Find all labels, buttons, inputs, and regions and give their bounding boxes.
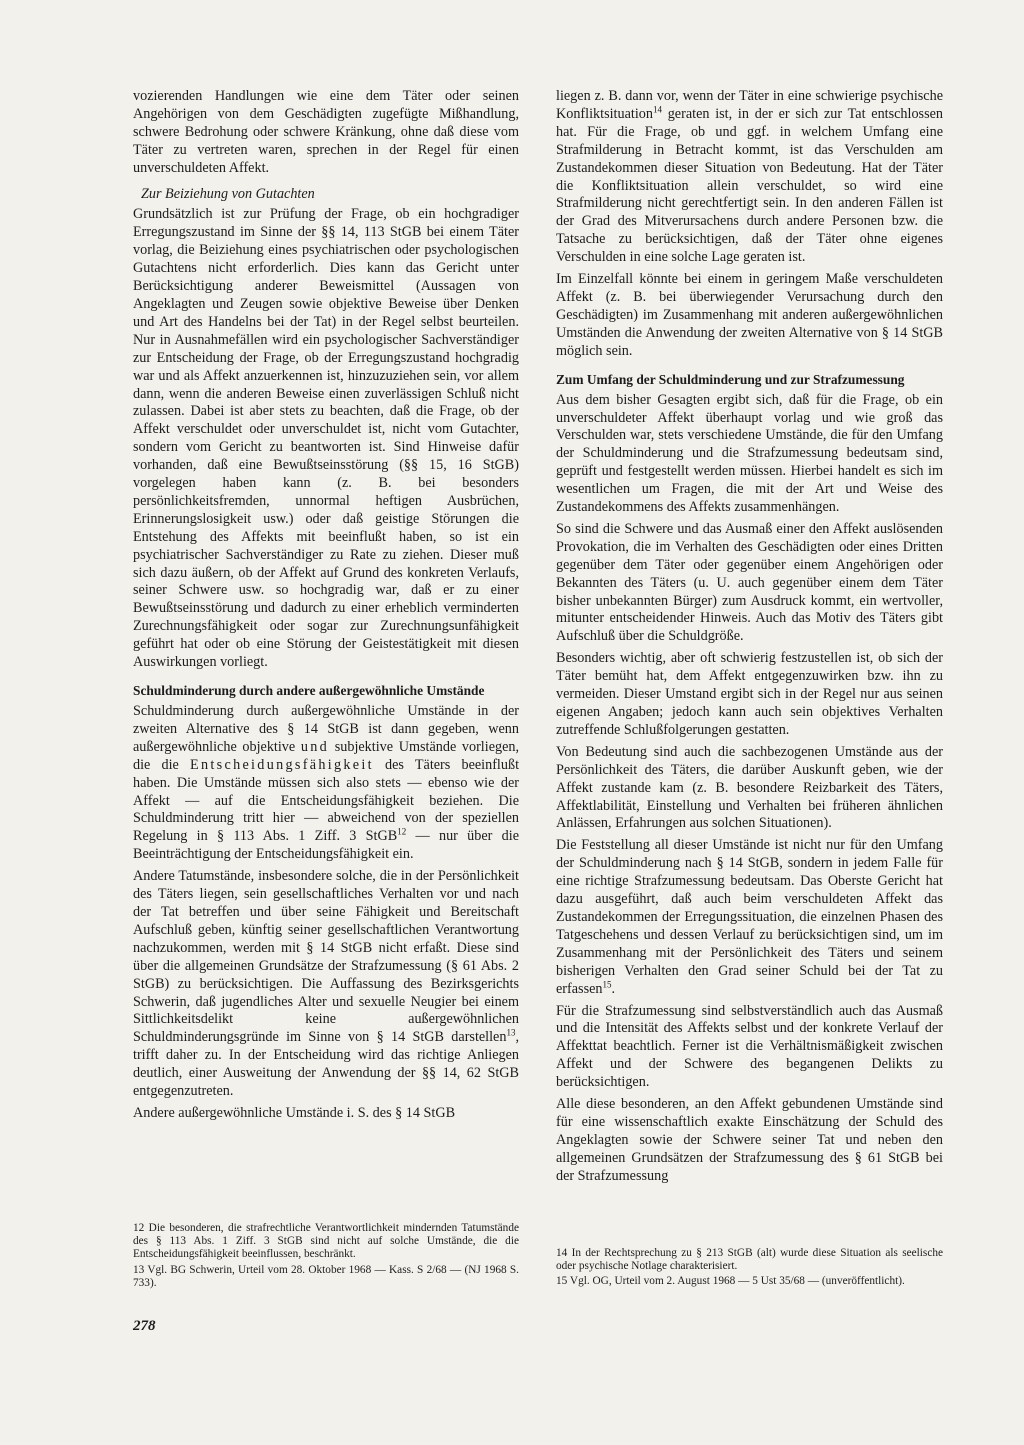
text-run-spaced: und [300,738,330,755]
footnote: 13 Vgl. BG Schwerin, Urteil vom 28. Oktober 1968 — Kass. S 2/68 — (NJ 1968 S. 733). [133,1263,519,1289]
text-run: , trifft daher zu. In der Entscheidung wird das richtige Anliegen deutlich, einer Ausweitung der Anwendung der §§ 14, 62 StGB entgegenzutreten. [133,1029,519,1100]
right-column [556,88,943,1190]
paragraph: vozierenden Handlungen wie eine dem Täter oder seinen Angehörigen von dem Geschädigten zugefügte Mißhandlung, schwere Bedrohung oder schwere Kränkung, ohne daß diese vom Täter zu vertreten waren, sprechen in der Regel für einen unverschuldeten Affekt. [133,88,519,176]
paragraph: So sind die Schwere und das Ausmaß einer den Affekt auslösenden Provokation, die im Verhalten des Geschädigten oder eines Dritten gegenüber dem Täter oder gegenüber einem Angehörigen oder Bekannten des Täters (u. U. auch gegenüber einem dem Täter bisher unbekannten Bürger) zum Ausdruck kommt, ein wertvoller, mitunter entscheidender Hinweis. Auch das Motiv des Täters gibt Aufschluß über die Schuldgröße. [556,520,943,645]
text-run: subjektive Umstände vorliegen, die die [133,738,520,773]
paragraph [556,837,943,998]
footnote: 14 In der Rechtsprechung zu § 213 StGB (alt) wurde diese Situation als seelische oder psychische Notlage charakterisiert. [556,1247,943,1273]
left-column [133,88,519,1127]
footnote-ref: 15 [602,978,612,989]
text-run: Andere Tatumstände, insbesondere solche, die in der Persönlichkeit des Täters liegen, sein gesellschaftliches Verhalten vor und nach der Tat betreffen und über seine Fähigkeit und Bereitschaft Aufschluß geben, künftig seiner gesellschaftlichen Verantwortung nachzukommen, werden mit § 14 StGB nicht erfaßt. Diese sind über die allgemeinen Grundsätze der Strafzumessung (§ 61 Abs. 2 StGB) zu berücksichtigen. Die Auffassung des Bezirksgerichts Schwerin, daß jugendliches Alter und sexuelle Neugier bei einem Sittlichkeitsdelikt keine außergewöhnlichen Schuldminderungsgründe im Sinne von § 14 StGB darstellen [133,868,519,1046]
paragraph [133,868,519,1101]
text-run: geraten ist, in der er sich zur Tat entschlossen hat. Für die Frage, ob und ggf. in welchem Umfang eine Strafmilderung in Betracht kommt, ist das Verschulden am Zustandekommen dieser Situation von Bedeutung. Hat der Täter die Konfliktsituation allein verschuldet, so wird eine Strafmilderung nicht gerechtfertigt sein. In den anderen Fällen ist der Grad des Mitverursachens durch andere Personen bzw. die Tatsache zu berücksichtigen, daß der Täter ohne eigenes Verschulden in eine solche Lage geraten ist. [556,105,943,266]
text-run: Die Feststellung all dieser Umstände ist nicht nur für den Umfang der Schuldminderung nach § 14 StGB, sondern in jedem Falle für eine richtige Strafzumessung bedeutsam. Das Oberste Gericht hat dazu ausgeführt, daß auch beim verschuldeten Affekt das Zustandekommen der Erregungssituation, die einzelnen Phasen des Tatgeschehens und dessen Verlauf zu berücksichtigen sind, um im Zusammenhang mit der Persönlichkeit des Täters und seinem bisherigen Verhalten den Grad seiner Schuld bei der Tat zu erfassen [556,837,943,997]
footnote: 15 Vgl. OG, Urteil vom 2. August 1968 — 5 Ust 35/68 — (unveröffentlicht). [556,1275,905,1288]
paragraph [556,88,943,267]
section-heading: Zum Umfang der Schuldminderung und zur Strafzumessung [556,371,905,387]
paragraph: Im Einzelfall könnte bei einem in geringem Maße verschuldeten Affekt (z. B. bei überwiegender Verursachung durch den Geschädigten) im Zusammenhang mit anderen außergewöhnlichen Umständen die Anwendung der zweiten Alternative von § 14 StGB möglich sein. [556,271,943,359]
text-run-spaced: Entscheidungsfähigkeit [190,756,374,773]
text-run: Schuldminderung durch außergewöhnliche Umstände in der zweiten Alternative des § 14 StGB ist dann gegeben, wenn außergewöhnliche objektive [133,703,519,755]
paragraph: Von Bedeutung sind auch die sachbezogenen Umstände aus der Persönlichkeit des Täters, die darüber Auskunft geben, wie der Affekt zustande kam (z. B. besondere Reizbarkeit des Täters, Affektlabilität, Einstellung und Verhalten bei früheren ähnlichen Anlässen, Erfahrungen aus solchen Situationen). [556,743,943,832]
text-run: . [611,980,616,997]
text-run: liegen z. B. dann vor, wenn der Täter in eine schwierige psychische Konfliktsituation [556,88,943,122]
paragraph: Alle diese besonderen, an den Affekt gebundenen Umstände sind für eine wissenschaftlich exakte Einschätzung der Schuld des Angeklagten sowie der Schwere seiner Tat und neben den allgemeinen Grundsätzen der Strafzumessung des § 61 StGB bei der Strafzumessung [556,1096,943,1184]
paragraph [133,703,519,864]
section-heading: Schuldminderung durch andere außergewöhnliche Umstände [133,683,485,698]
footnote-ref: 13 [506,1027,516,1038]
text-run: — nur über die Beeinträchtigung der Entscheidungsfähigkeit ein. [133,828,519,863]
footnote: 12 Die besonderen, die strafrechtliche Verantwortlichkeit mindernden Tatumstände des § 113 Abs. 1 Ziff. 3 StGB sind nicht auf solche Umstände, die die Entscheidungsfähigkeit beeinflussen, beschränkt. [133,1222,519,1261]
paragraph: Grundsätzlich ist zur Prüfung der Frage, ob ein hochgradiger Erregungszustand im Sinne der §§ 14, 113 StGB bei einem Täter vorlag, die Beiziehung eines psychiatrischen oder psychologischen Gutachtens nicht erforderlich. Dies kann das Gericht unter Berücksichtigung anderer Beweismittel (Aussagen von Angeklagten und Zeugen sowie objektive Beweise über Denken und Art des Handelns bei der Tat) in der Regel selbst beurteilen. Nur in Ausnahmefällen wird ein psychologischer Sachverständiger zur Entscheidung der Frage, ob der Erregungszustand hochgradig war und als Affekt anzuerkennen ist, hinzuzuziehen sein, vor allem dann, wenn die anderen Beweise einen zuverlässigen Schluß nicht zulassen. Dabei ist aber stets zu beachten, daß die Frage, ob der Affekt verschuldet oder unverschuldet ist, nicht vom Gutachter, sondern vom Gericht zu beantworten ist. Sind Hinweise dafür vorhanden, daß eine Bewußtseinsstörung (§§ 15, 16 StGB) vorgelegen haben kann (z. B. bei besonders persönlichkeitsfremden, unnormal heftigen Ausbrüchen, Erinnerungslosigkeit usw.) oder daß geistige Störungen die Entstehung des Affekts mit beeinflußt haben, so ist ein psychiatrischer Sachverständiger zu Rate zu ziehen. Dieser muß sich dazu äußern, ob der Affekt auf Grund des konkreten Verlaufs, seiner Schwere usw. so hochgradig war, daß er zu einer Bewußtseinsstörung und dadurch zu einer erheblich verminderten Zurechnungsfähigkeit oder sogar zur Zurechnungsunfähigkeit geführt hat oder ob eine Störung der Geistestätigkeit mit diesen Auswirkungen vorliegt. [133,206,519,671]
paragraph: Andere außergewöhnliche Umstände i. S. des § 14 StGB [133,1104,456,1121]
footnote-ref: 12 [397,826,407,837]
page-number: 278 [133,1318,156,1334]
left-footnotes [133,1222,519,1292]
footnote-ref: 14 [652,104,662,115]
paragraph: Für die Strafzumessung sind selbstverständlich auch das Ausmaß und die Intensität des Affekts selbst und der konkrete Verlauf der Affekttat beachtlich. Ferner ist die Verhältnismäßigkeit zwischen Affekt und der Schwere des begangenen Delikts zu berücksichtigen. [556,1002,943,1091]
text-run: des Täters beeinflußt haben. Die Umstände müssen sich also stets — ebenso wie der Affekt — auf die Entscheidungsfähigkeit beziehen. Die Schuldminderung tritt hier — abweichend von der speziellen Regelung in § 113 Abs. 1 Ziff. 3 StGB [133,756,520,845]
section-heading: Zur Beiziehung von Gutachten [141,185,315,202]
paragraph: Aus dem bisher Gesagten ergibt sich, daß für die Frage, ob ein unverschuldeter Affekt überhaupt vorlag und wie groß das Verschulden war, stets verschiedene Umstände, die für den Umfang der Schuldminderung und die Strafzumessung bedeutsam sind, geprüft und festgestellt werden müssen. Hierbei handelt es sich im wesentlichen um Fragen, die mit der Art und Weise des Zustandekommens des Affekts zusammenhängen. [556,391,943,516]
paragraph: Besonders wichtig, aber oft schwierig festzustellen ist, ob sich der Täter bemüht hat, dem Affekt entgegenzuwirken bzw. ihn zu vermeiden. Dieser Umstand ergibt sich in der Regel nur aus seinen eigenen Angaben; jedoch kann auch sein objektives Verhalten zutreffende Schlußfolgerungen gestatten. [556,650,943,738]
right-footnotes [556,1247,943,1291]
